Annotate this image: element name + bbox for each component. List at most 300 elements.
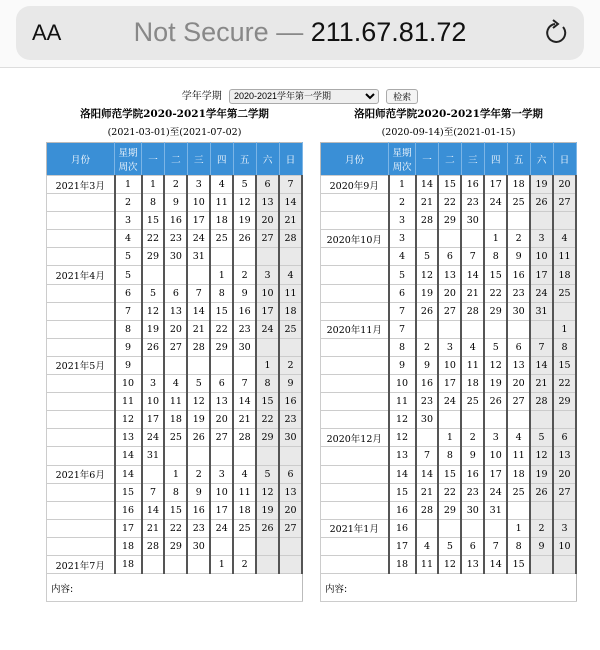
week-cell: 9	[115, 338, 142, 356]
day-cell: 1	[484, 230, 507, 248]
month-cell	[47, 429, 115, 447]
table-row	[47, 555, 303, 573]
day-cell: 10	[187, 194, 210, 212]
day-cell: 31	[142, 447, 165, 465]
day-cell: 2	[461, 429, 484, 447]
day-cell	[484, 212, 507, 230]
calendar-table	[46, 142, 303, 602]
day-cell: 17	[484, 465, 507, 483]
month-cell	[47, 411, 115, 429]
day-cell: 7	[461, 248, 484, 266]
day-cell: 27	[553, 194, 576, 212]
week-cell: 13	[389, 447, 416, 465]
calendar-second-term	[46, 106, 303, 602]
day-cell: 29	[256, 429, 279, 447]
day-cell	[279, 555, 302, 573]
day-cell: 24	[530, 284, 553, 302]
day-cell: 19	[233, 212, 256, 230]
day-cell: 15	[256, 393, 279, 411]
not-secure-label: Not Secure —	[133, 17, 304, 47]
week-cell: 6	[115, 284, 142, 302]
month-cell	[47, 537, 115, 555]
week-cell: 12	[389, 411, 416, 429]
day-cell: 27	[553, 483, 576, 501]
table-row	[47, 302, 303, 320]
day-cell: 7	[187, 284, 210, 302]
week-cell: 18	[115, 555, 142, 573]
day-cell: 24	[484, 194, 507, 212]
month-cell	[47, 212, 115, 230]
day-cell: 9	[530, 537, 553, 555]
day-cell: 6	[438, 248, 461, 266]
column-header: 五	[233, 143, 256, 176]
day-cell: 20	[164, 320, 187, 338]
week-cell: 8	[115, 320, 142, 338]
day-cell	[438, 230, 461, 248]
day-cell: 22	[210, 320, 233, 338]
day-cell: 1	[553, 320, 576, 338]
day-cell: 30	[233, 338, 256, 356]
table-row	[47, 447, 303, 465]
day-cell	[484, 411, 507, 429]
day-cell: 4	[507, 429, 530, 447]
day-cell: 18	[507, 176, 530, 194]
month-cell: 2020年9月	[321, 176, 389, 194]
day-cell: 24	[256, 320, 279, 338]
day-cell: 15	[507, 555, 530, 573]
day-cell: 27	[507, 393, 530, 411]
day-cell: 18	[553, 266, 576, 284]
day-cell: 17	[256, 302, 279, 320]
address-bar[interactable]	[16, 6, 584, 60]
day-cell: 10	[142, 393, 165, 411]
day-cell: 4	[461, 338, 484, 356]
day-cell: 6	[210, 375, 233, 393]
day-cell: 21	[142, 519, 165, 537]
day-cell: 23	[164, 230, 187, 248]
day-cell: 26	[530, 483, 553, 501]
week-cell: 5	[115, 266, 142, 284]
day-cell: 7	[233, 375, 256, 393]
day-cell: 17	[187, 212, 210, 230]
week-cell: 7	[115, 302, 142, 320]
day-cell: 30	[461, 212, 484, 230]
table-row	[47, 501, 303, 519]
day-cell	[187, 447, 210, 465]
day-cell: 13	[461, 555, 484, 573]
day-cell	[233, 537, 256, 555]
day-cell	[530, 320, 553, 338]
day-cell: 11	[553, 248, 576, 266]
table-row	[47, 266, 303, 284]
day-cell	[142, 465, 165, 483]
day-cell	[256, 555, 279, 573]
day-cell: 23	[507, 284, 530, 302]
day-cell: 29	[438, 501, 461, 519]
day-cell: 8	[553, 338, 576, 356]
column-header: 五	[507, 143, 530, 176]
day-cell: 11	[279, 284, 302, 302]
day-cell: 13	[507, 356, 530, 374]
week-cell: 1	[115, 176, 142, 194]
day-cell	[416, 519, 439, 537]
address-text[interactable]	[16, 17, 584, 48]
day-cell: 14	[461, 266, 484, 284]
calendar-date-range: (2021-03-01)至(2021-07-02)	[107, 127, 242, 138]
day-cell: 12	[187, 393, 210, 411]
day-cell: 31	[530, 302, 553, 320]
day-cell: 19	[256, 501, 279, 519]
week-cell: 16	[389, 501, 416, 519]
day-cell: 28	[416, 212, 439, 230]
day-cell	[461, 320, 484, 338]
browser-toolbar	[0, 0, 600, 68]
day-cell: 10	[256, 284, 279, 302]
day-cell: 7	[279, 176, 302, 194]
table-row	[321, 176, 577, 194]
day-cell: 29	[553, 393, 576, 411]
week-cell: 12	[389, 429, 416, 447]
week-cell: 10	[389, 375, 416, 393]
day-cell: 25	[279, 320, 302, 338]
column-header: 星期周次	[389, 143, 416, 176]
day-cell	[256, 248, 279, 266]
day-cell: 16	[279, 393, 302, 411]
day-cell	[187, 356, 210, 374]
day-cell: 26	[142, 338, 165, 356]
day-cell: 26	[233, 230, 256, 248]
day-cell: 8	[256, 375, 279, 393]
note-row	[321, 574, 577, 602]
day-cell: 2	[279, 356, 302, 374]
day-cell: 11	[416, 555, 439, 573]
table-row	[47, 429, 303, 447]
day-cell: 25	[164, 429, 187, 447]
day-cell: 6	[279, 465, 302, 483]
day-cell: 5	[484, 338, 507, 356]
day-cell: 25	[553, 284, 576, 302]
day-cell: 23	[187, 519, 210, 537]
day-cell: 12	[484, 356, 507, 374]
month-cell	[321, 555, 389, 573]
month-cell	[321, 411, 389, 429]
note-label: 内容:	[321, 574, 577, 602]
day-cell: 23	[279, 411, 302, 429]
day-cell: 11	[210, 194, 233, 212]
header-row	[321, 143, 577, 176]
day-cell: 16	[507, 266, 530, 284]
table-row	[47, 356, 303, 374]
day-cell: 2	[530, 519, 553, 537]
week-cell: 14	[115, 465, 142, 483]
term-select[interactable]	[229, 89, 379, 104]
day-cell: 18	[507, 465, 530, 483]
day-cell: 31	[484, 501, 507, 519]
day-cell: 28	[416, 501, 439, 519]
table-row	[321, 555, 577, 573]
day-cell: 12	[438, 555, 461, 573]
week-cell: 18	[115, 537, 142, 555]
day-cell: 13	[279, 483, 302, 501]
day-cell: 5	[416, 248, 439, 266]
day-cell	[438, 320, 461, 338]
week-cell: 10	[115, 375, 142, 393]
week-cell: 14	[389, 465, 416, 483]
day-cell: 19	[187, 411, 210, 429]
day-cell: 19	[530, 176, 553, 194]
day-cell: 20	[279, 501, 302, 519]
day-cell	[416, 429, 439, 447]
day-cell: 19	[416, 284, 439, 302]
day-cell: 22	[484, 284, 507, 302]
table-row	[321, 248, 577, 266]
day-cell: 23	[461, 483, 484, 501]
week-cell: 14	[115, 447, 142, 465]
term-label: 学年学期	[181, 91, 222, 102]
day-cell: 2	[233, 555, 256, 573]
note-row	[47, 574, 303, 602]
month-cell	[321, 447, 389, 465]
week-cell: 17	[115, 519, 142, 537]
day-cell: 15	[438, 176, 461, 194]
day-cell: 18	[210, 212, 233, 230]
day-cell: 24	[142, 429, 165, 447]
table-row	[321, 447, 577, 465]
day-cell	[553, 302, 576, 320]
day-cell: 25	[507, 194, 530, 212]
day-cell: 15	[553, 356, 576, 374]
table-row	[47, 537, 303, 555]
day-cell	[438, 411, 461, 429]
day-cell: 6	[461, 537, 484, 555]
day-cell: 3	[553, 519, 576, 537]
day-cell: 20	[553, 465, 576, 483]
table-row	[321, 194, 577, 212]
month-cell: 2021年5月	[47, 356, 115, 374]
day-cell: 5	[438, 537, 461, 555]
day-cell: 12	[256, 483, 279, 501]
day-cell: 12	[233, 194, 256, 212]
month-cell	[47, 194, 115, 212]
day-cell: 2	[164, 176, 187, 194]
day-cell: 21	[416, 194, 439, 212]
day-cell	[164, 266, 187, 284]
column-header: 六	[530, 143, 553, 176]
day-cell: 1	[142, 176, 165, 194]
month-cell	[321, 356, 389, 374]
day-cell	[210, 447, 233, 465]
day-cell	[142, 266, 165, 284]
day-cell	[210, 356, 233, 374]
day-cell: 18	[233, 501, 256, 519]
week-cell: 7	[389, 302, 416, 320]
day-cell: 24	[484, 483, 507, 501]
reload-icon[interactable]	[542, 18, 570, 46]
day-cell: 25	[461, 393, 484, 411]
day-cell: 29	[164, 537, 187, 555]
week-cell: 18	[389, 555, 416, 573]
month-cell	[321, 194, 389, 212]
week-cell: 4	[115, 230, 142, 248]
day-cell	[279, 338, 302, 356]
month-cell	[47, 483, 115, 501]
week-cell: 3	[389, 230, 416, 248]
week-cell: 12	[115, 411, 142, 429]
week-cell: 11	[389, 393, 416, 411]
day-cell	[416, 320, 439, 338]
week-cell: 8	[389, 338, 416, 356]
table-row	[47, 375, 303, 393]
month-cell	[321, 465, 389, 483]
day-cell: 9	[416, 356, 439, 374]
day-cell: 29	[438, 212, 461, 230]
table-row	[47, 393, 303, 411]
day-cell: 25	[233, 519, 256, 537]
table-row	[47, 230, 303, 248]
day-cell: 28	[233, 429, 256, 447]
month-cell	[321, 284, 389, 302]
day-cell: 30	[416, 411, 439, 429]
day-cell: 15	[438, 465, 461, 483]
day-cell: 29	[210, 338, 233, 356]
day-cell: 14	[233, 393, 256, 411]
day-cell: 16	[187, 501, 210, 519]
week-cell: 15	[389, 483, 416, 501]
column-header: 星期周次	[115, 143, 142, 176]
week-cell: 4	[389, 248, 416, 266]
month-cell	[321, 266, 389, 284]
day-cell: 27	[256, 230, 279, 248]
header-row	[47, 143, 303, 176]
month-cell: 2021年4月	[47, 266, 115, 284]
day-cell: 11	[461, 356, 484, 374]
day-cell: 14	[187, 302, 210, 320]
day-cell	[233, 356, 256, 374]
day-cell: 17	[484, 176, 507, 194]
day-cell: 4	[416, 537, 439, 555]
day-cell: 21	[461, 284, 484, 302]
column-header: 月份	[321, 143, 389, 176]
address-host: 211.67.81.72	[310, 17, 467, 47]
week-cell: 9	[389, 356, 416, 374]
month-cell	[321, 501, 389, 519]
month-cell	[321, 483, 389, 501]
day-cell: 2	[187, 465, 210, 483]
table-row	[47, 194, 303, 212]
day-cell: 12	[416, 266, 439, 284]
month-cell: 2021年3月	[47, 176, 115, 194]
day-cell: 15	[210, 302, 233, 320]
day-cell: 14	[416, 176, 439, 194]
day-cell: 9	[187, 483, 210, 501]
column-header: 日	[279, 143, 302, 176]
day-cell: 8	[507, 537, 530, 555]
day-cell: 1	[256, 356, 279, 374]
day-cell: 7	[416, 447, 439, 465]
day-cell: 16	[416, 375, 439, 393]
day-cell: 18	[461, 375, 484, 393]
day-cell: 2	[507, 230, 530, 248]
day-cell: 17	[530, 266, 553, 284]
table-row	[47, 176, 303, 194]
day-cell: 4	[553, 230, 576, 248]
month-cell	[47, 320, 115, 338]
day-cell: 9	[279, 375, 302, 393]
day-cell: 30	[279, 429, 302, 447]
day-cell: 27	[164, 338, 187, 356]
day-cell: 11	[507, 447, 530, 465]
month-cell	[321, 248, 389, 266]
month-cell	[47, 375, 115, 393]
text-size-button[interactable]: AA	[32, 20, 62, 45]
week-cell: 3	[115, 212, 142, 230]
month-cell: 2020年10月	[321, 230, 389, 248]
day-cell: 2	[416, 338, 439, 356]
day-cell: 27	[279, 519, 302, 537]
table-row	[321, 284, 577, 302]
week-cell: 15	[115, 483, 142, 501]
table-row	[321, 429, 577, 447]
day-cell: 4	[210, 176, 233, 194]
column-header: 三	[461, 143, 484, 176]
day-cell: 12	[142, 302, 165, 320]
table-row	[47, 320, 303, 338]
day-cell	[142, 555, 165, 573]
day-cell: 19	[530, 465, 553, 483]
day-cell: 16	[461, 465, 484, 483]
day-cell: 19	[142, 320, 165, 338]
calendar-title: 洛阳师范学院2020-2021学年第一学期	[354, 108, 543, 120]
calendar-first-term	[320, 106, 577, 602]
day-cell: 23	[416, 393, 439, 411]
month-cell	[321, 338, 389, 356]
day-cell	[530, 411, 553, 429]
search-button[interactable]: 检索	[386, 89, 418, 104]
month-cell: 2021年7月	[47, 555, 115, 573]
day-cell: 4	[279, 266, 302, 284]
day-cell: 3	[256, 266, 279, 284]
day-cell: 30	[461, 501, 484, 519]
table-row	[47, 519, 303, 537]
day-cell	[507, 411, 530, 429]
table-row	[321, 483, 577, 501]
week-cell: 5	[389, 266, 416, 284]
day-cell: 10	[484, 447, 507, 465]
table-row	[321, 320, 577, 338]
day-cell	[507, 212, 530, 230]
month-cell	[47, 284, 115, 302]
day-cell: 6	[256, 176, 279, 194]
month-cell	[47, 447, 115, 465]
day-cell: 30	[507, 302, 530, 320]
day-cell: 20	[553, 176, 576, 194]
day-cell: 22	[142, 230, 165, 248]
week-cell: 17	[389, 537, 416, 555]
table-row	[321, 501, 577, 519]
day-cell	[461, 230, 484, 248]
day-cell: 29	[484, 302, 507, 320]
month-cell: 2021年1月	[321, 519, 389, 537]
day-cell	[279, 447, 302, 465]
day-cell: 14	[530, 356, 553, 374]
table-row	[321, 519, 577, 537]
day-cell: 17	[142, 411, 165, 429]
table-row	[47, 212, 303, 230]
day-cell: 15	[484, 266, 507, 284]
day-cell: 22	[256, 411, 279, 429]
table-row	[47, 248, 303, 266]
day-cell	[553, 212, 576, 230]
